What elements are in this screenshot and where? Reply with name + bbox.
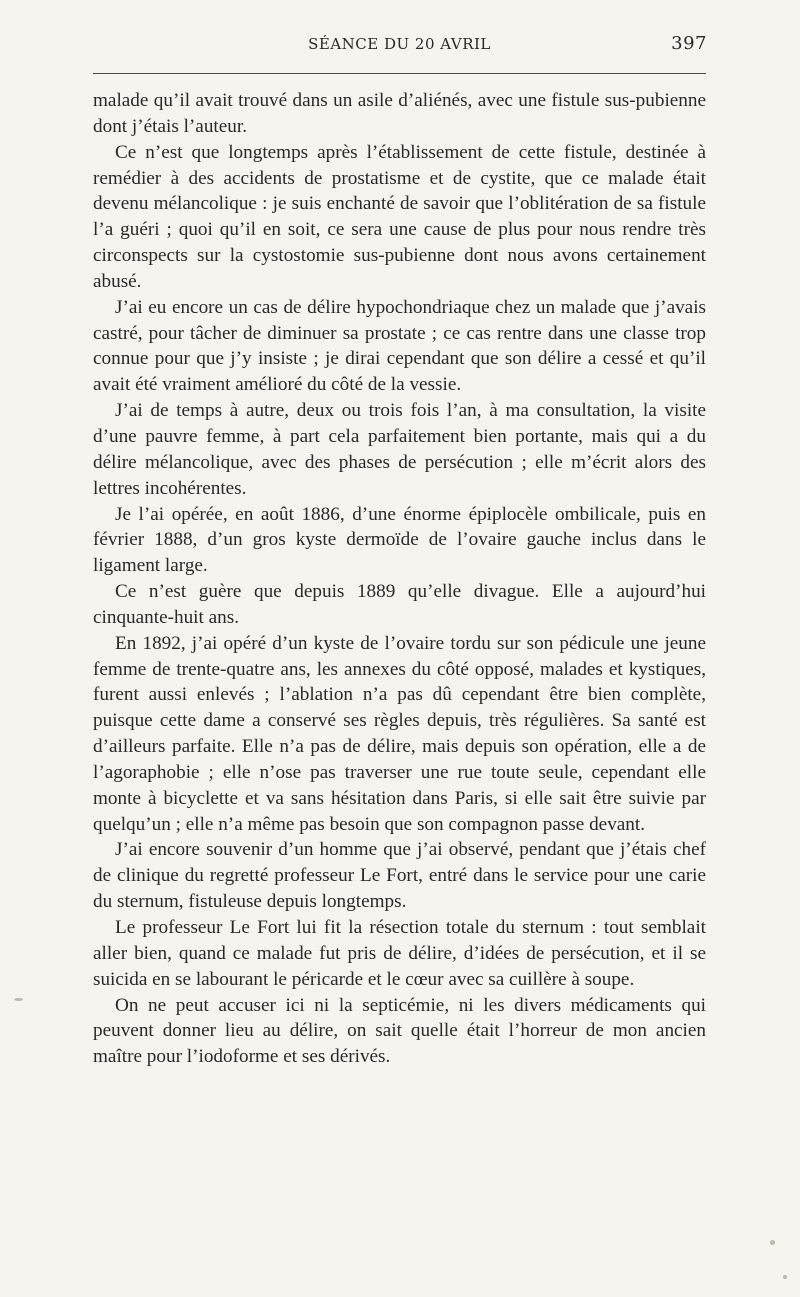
paragraph-7: En 1892, j’ai opéré d’un kyste de l’ovaire tordu sur son pédicule une jeune femme de trente-quatre ans, les annexes du côté opposé, malades et kystiques, furent aussi enlevés ; l’ablation n’a pas dû cependant être bien complète, puisque cette dame a conservé ses règles depuis, très régulières. Sa santé est d’ailleurs parfaite. Elle n’a pas de délire, mais depuis son opération, elle a de l’agoraphobie ; elle n’ose pas traverser une rue toute seule, cependant elle monte à bicyclette et va sans hésitation dans Paris, si elle sait être suivie par quelqu’un ; elle n’a même pas besoin que son compagnon passe devant.	[93, 632, 706, 835]
paragraph-10: On ne peut accuser ici ni la septicémie, ni les divers médicaments qui peuvent donner lieu au délire, on sait quelle était l’horreur de mon ancien maître pour l’iodoforme et ses dérivés.	[93, 994, 706, 1068]
body-text	[93, 88, 706, 1070]
paper-speck	[770, 1240, 775, 1245]
page-number: 397	[671, 33, 707, 54]
paragraph-8: J’ai encore souvenir d’un homme que j’ai observé, pendant que j’étais chef de clinique du regretté professeur Le Fort, entré dans le service pour une carie du sternum, fistuleuse depuis longtemps.	[93, 839, 706, 913]
paper-speck	[14, 998, 23, 1001]
running-title: SÉANCE DU 20 AVRIL	[308, 35, 491, 53]
header-rule	[93, 73, 706, 74]
paragraph-9: Le professeur Le Fort lui fit la résection totale du sternum : tout semblait aller bien, quand ce malade fut pris de délire, d’idées de persécution, et il se suicida en se labourant le péricarde et le cœur avec sa cuillère à soupe.	[93, 917, 706, 990]
paragraph-6: Ce n’est guère que depuis 1889 qu’elle divague. Elle a aujourd’hui cinquante-huit ans.	[93, 581, 706, 628]
page-header	[92, 33, 707, 59]
paper-speck	[783, 1275, 787, 1279]
paragraph-2: Ce n’est que longtemps après l’établissement de cette fistule, destinée à remédier à des accidents de prostatisme et de cystite, que ce malade était devenu mélancolique : je suis enchanté de savoir que l’oblitération de sa fistule l’a guéri ; quoi qu’il en soit, ce sera une cause de plus pour nous rendre très circonspects sur la cystostomie sus-pubienne dont nous avons certainement abusé.	[93, 141, 706, 292]
paragraph-1: malade qu’il avait trouvé dans un asile d’aliénés, avec une fistule sus-pubienne dont j’étais l’auteur.	[93, 90, 706, 137]
paragraph-5: Je l’ai opérée, en août 1886, d’une énorme épiplocèle ombilicale, puis en février 1888, d’un gros kyste dermoïde de l’ovaire gauche inclus dans le ligament large.	[93, 503, 706, 577]
paragraph-3: J’ai eu encore un cas de délire hypochondriaque chez un malade que j’avais castré, pour tâcher de diminuer sa prostate ; ce cas rentre dans une classe trop connue pour que j’y insiste ; je dirai cependant que son délire a cessé et qu’il avait été vraiment amélioré du côté de la vessie.	[93, 296, 706, 396]
paragraph-4: J’ai de temps à autre, deux ou trois fois l’an, à ma consultation, la visite d’une pauvre femme, à part cela parfaitement bien portante, mais qui a du délire mélancolique, avec des phases de persécution ; elle m’écrit alors des lettres incohérentes.	[93, 400, 706, 499]
